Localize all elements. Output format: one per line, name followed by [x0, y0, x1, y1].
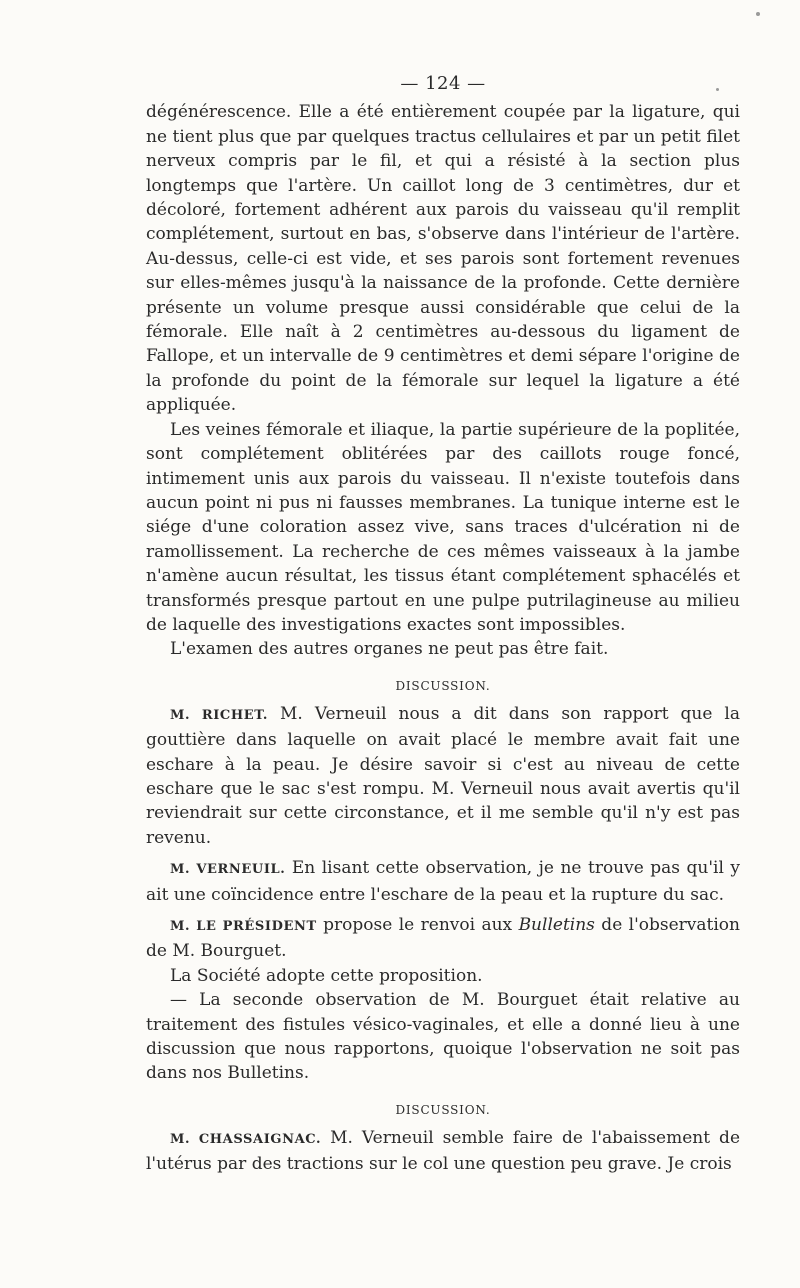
speech-richet: [146, 702, 740, 850]
speaker-name: M. CHASSAIGNAC.: [170, 1131, 322, 1147]
speaker-name: M. RICHET.: [170, 707, 268, 723]
speaker-name: M. VERNEUIL.: [170, 862, 286, 878]
italic-title: Bulletins: [518, 915, 595, 935]
body-paragraph: dégénérescence. Elle a été entièrement coupée par la ligature, qui ne tient plus que par quelques tractus cellulaires et par un petit filet nerveux compris par le fil, et qui a résisté à la section plus longtemps que l'artère. Un caillot long de 3 centimètres, dur et décoloré, fortement adhérent aux parois du vaisseau qu'il remplit complétement, surtout en bas, s'observe dans l'intérieur de l'artère. Au-dessus, celle-ci est vide, et ses parois sont fortement revenues sur elles-mêmes jusqu'à la naissance de la profonde. Cette dernière présente un volume presque aussi considérable que celui de la fémorale. Elle naît à 2 centimètres au-dessous du ligament de Fallope, et un intervalle de 9 centimètres et demi sépare l'origine de la profonde du point de la fémorale sur lequel la ligature a été appliquée.: [146, 102, 740, 416]
body-paragraph: La Société adopte cette proposition.: [170, 965, 483, 986]
body-paragraph: — La seconde observation de M. Bourguet était relative au traitement des fistules vésico-vaginales, et elle a donné lieu à une discussion que nous rapportons, quoique l'observation ne soit pas dans nos Bulletins.: [146, 990, 740, 1084]
speech-text: propose le renvoi aux: [316, 915, 519, 935]
speck-mark: [756, 12, 760, 16]
speech-text: M. Verneuil semble faire de l'abaissement de l'utérus par des tractions sur le col une question peu grave. Je crois: [146, 1127, 741, 1175]
speech-text: de l'observation de M. Bourguet.: [146, 915, 740, 962]
page-number: — 124 —: [400, 73, 486, 94]
speech-president: [146, 913, 740, 964]
speech-text: M. Verneuil nous a dit dans son rapport que la gouttière dans laquelle on avait placé le membre avait fait une eschare à la peau. Je désire savoir si c'est au niveau de cette eschare que le sac s'est rompu. M. Verneuil nous avait avertis qu'il reviendrait sur cette circonstance, et il me semble qu'il n'y est pas revenu.: [146, 703, 741, 848]
body-paragraph: Les veines fémorale et iliaque, la partie supérieure de la poplitée, sont complétement oblitérées par des caillots rouge foncé, intimement unis aux parois du vaisseau. Il n'existe toutefois dans aucun point ni pus ni fausses membranes. La tunique interne est le siége d'une coloration assez vive, sans traces d'ulcération ni de ramollissement. La recherche de ces mêmes vaisseaux à la jambe n'amène aucun résultat, les tissus étant complétement sphacélés et transformés presque partout en une pulpe putrilagineuse au milieu de laquelle des investigations exactes sont impossibles.: [146, 419, 740, 635]
page-body: [146, 72, 740, 1177]
section-heading: DISCUSSION.: [395, 678, 491, 693]
speech-chassaignac: [146, 1126, 740, 1177]
section-heading: DISCUSSION.: [395, 1102, 491, 1117]
speaker-name: M. LE PRÉSIDENT: [170, 919, 317, 934]
speech-text: En lisant cette observation, je ne trouve pas qu'il y ait une coïncidence entre l'eschare de la peau et la rupture du sac.: [146, 858, 740, 905]
speech-verneuil: [146, 856, 740, 907]
body-paragraph: L'examen des autres organes ne peut pas être fait.: [170, 639, 609, 660]
